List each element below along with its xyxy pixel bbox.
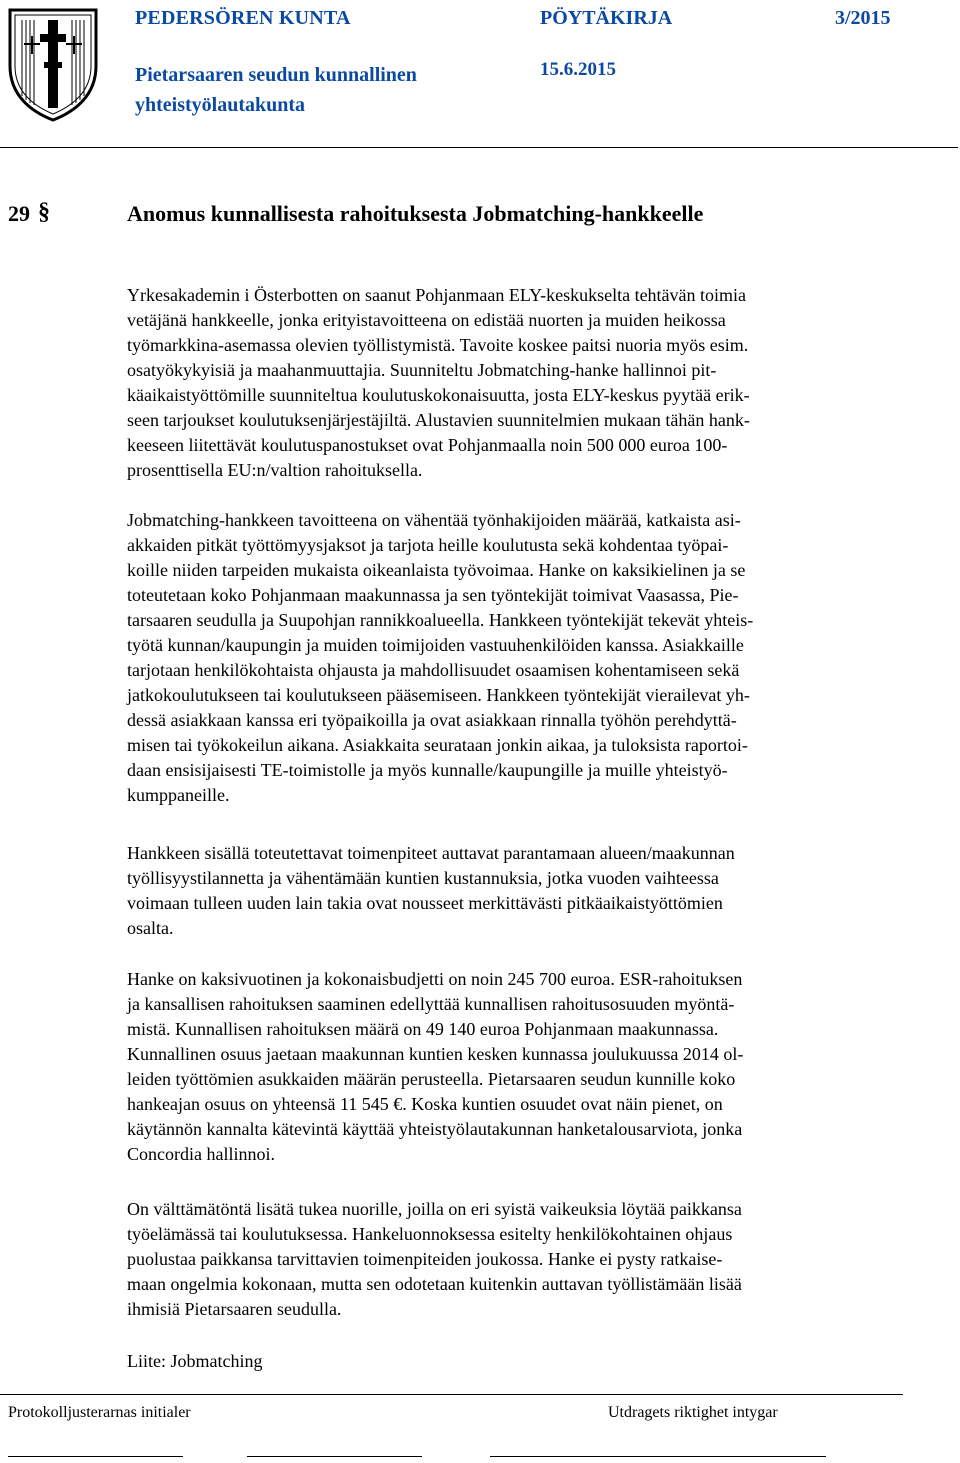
page-number: 3/2015 (835, 7, 891, 29)
text-line: tarsaaren seudulla ja Suupohjan rannikkoalueella. Hankkeen työntekijät tekevät yhteis- (127, 610, 754, 630)
text-line: dessä asiakkaan kanssa eri työpaikoilla ja ovat asiakkaan rinnalla työhön perehdyttä- (127, 710, 737, 730)
text-line: puolustaa paikkansa tarvittavien toimenpiteiden joukossa. Hanke ei pysty ratkaise- (127, 1249, 723, 1269)
paragraph-impact (127, 841, 877, 941)
text-line: osatyökykyisiä ja maahanmuuttajia. Suunniteltu Jobmatching-hanke hallinnoi pit- (127, 360, 717, 380)
organization-name: PEDERSÖREN KUNTA (135, 7, 351, 29)
text-line: kumppaneille. (127, 785, 230, 805)
footer-initials-label: Protokolljusterarnas initialer (8, 1404, 191, 1421)
text-line: maan ongelmia kokonaan, mutta sen odotetaan kuitenkin auttavan työllistämään lisää (127, 1274, 742, 1294)
attachment-label: Liite: Jobmatching (127, 1351, 263, 1371)
coat-of-arms-icon (4, 4, 102, 122)
attachment-reference (127, 1349, 877, 1374)
text-line: toteutetaan koko Pohjanmaan maakunnassa ja sen työntekijät toimivat Vaasassa, Pie- (127, 585, 739, 605)
text-line: työmarkkina-asemassa olevien työllistymistä. Tavoite koskee paitsi nuoria myös esim. (127, 335, 749, 355)
text-line: Hanke on kaksivuotinen ja kokonaisbudjetti on noin 245 700 euroa. ESR-rahoituksen (127, 969, 743, 989)
text-line: työelämässä tai koulutuksessa. Hankeluonnoksessa esitelty henkilökohtainen ohjaus (127, 1224, 733, 1244)
paragraph-conclusion (127, 1197, 877, 1322)
text-line: misen tai työkokeilun aikana. Asiakkaita seurataan jonkin aikaa, ja tuloksista raportoi- (127, 735, 748, 755)
text-line: seen tarjoukset koulutuksenjärjestäjiltä. Alustavien suunnitelmien mukaan tähän hank- (127, 410, 750, 430)
text-line: voimaan tulleen uuden lain takia ovat nousseet merkittävästi pitkäaikaistyöttömien (127, 893, 723, 913)
text-line: leiden työttömien asukkaiden määrän perusteella. Pietarsaaren seudun kunnille koko (127, 1069, 736, 1089)
initials-signature-line (8, 1456, 183, 1457)
text-line: vetäjänä hankkeelle, jonka erityistavoitteena on edistää nuorten ja muiden heikossa (127, 310, 726, 330)
text-line: ihmisiä Pietarsaaren seudulla. (127, 1299, 342, 1319)
paragraph-project-goals (127, 508, 877, 808)
text-line: ja kansallisen rahoituksen saaminen edellyttää kunnallisen rahoitusosuuden myöntä- (127, 994, 735, 1014)
committee-name-line-1: Pietarsaaren seudun kunnallinen (135, 64, 417, 86)
footer-divider (0, 1394, 903, 1395)
section-number: 29 (8, 201, 30, 226)
document-header (0, 0, 960, 150)
text-line: koille niiden tarpeiden mukaista oikeanlaista työvoimaa. Hanke on kaksikielinen ja se (127, 560, 746, 580)
meeting-date: 15.6.2015 (540, 59, 616, 80)
initials-signature-line (247, 1456, 422, 1457)
text-line: keeseen liitettävät koulutuspanostukset ovat Pohjanmaalla noin 500 000 euroa 100- (127, 435, 728, 455)
text-line: daan ensisijaisesti TE-toimistolle ja myös kunnalle/kaupungille ja muille yhteistyö- (127, 760, 728, 780)
footer-certification-label: Utdragets riktighet intygar (608, 1404, 778, 1421)
text-line: Yrkesakademin i Österbotten on saanut Pohjanmaan ELY-keskukselta tehtävän toimia (127, 285, 747, 305)
paragraph-budget (127, 967, 877, 1167)
text-line: Concordia hallinnoi. (127, 1144, 275, 1164)
text-line: käaikaistyöttömille suunniteltua koulutuskokonaisuutta, josta ELY-keskus pyytää erik- (127, 385, 750, 405)
text-line: akkaiden pitkät työttömyysjaksot ja tarjota heille koulutusta sekä kohdentaa työpai- (127, 535, 729, 555)
text-line: työtä kunnan/kaupungin ja muiden toimijoiden vastuuhenkilöiden kanssa. Asiakkaille (127, 635, 744, 655)
committee-name-line-2: yhteistyölautakunta (135, 94, 306, 116)
text-line: tarjotaan henkilökohtaista ohjausta ja mahdollisuudet osaamisen kohentamiseen sekä (127, 660, 740, 680)
section-title: Anomus kunnallisesta rahoituksesta Jobmatching-hankkeelle (127, 201, 704, 226)
text-line: käytännön kannalta kätevintä käyttää yhteistyölautakunnan hanketalousarviota, jonka (127, 1119, 743, 1139)
paragraph-background (127, 283, 877, 483)
certification-signature-line (490, 1456, 826, 1457)
text-line: prosenttisella EU:n/valtion rahoituksella. (127, 460, 423, 480)
text-line: On välttämätöntä lisätä tukea nuorille, joilla on eri syistä vaikeuksia löytää paikkansa (127, 1199, 742, 1219)
text-line: Hankkeen sisällä toteutettavat toimenpiteet auttavat parantamaan alueen/maakunnan (127, 843, 735, 863)
text-line: osalta. (127, 918, 174, 938)
section-sign: § (38, 199, 50, 225)
text-line: jatkokoulutukseen tai koulutukseen pääsemiseen. Hankkeen työntekijät vierailevat yh- (127, 685, 750, 705)
committee-name (135, 60, 417, 120)
text-line: Jobmatching-hankkeen tavoitteena on vähentää työnhakijoiden määrää, katkaista asi- (127, 510, 741, 530)
document-type: PÖYTÄKIRJA (540, 7, 673, 29)
header-divider (0, 147, 958, 148)
text-line: hankeajan osuus on yhteensä 11 545 €. Koska kuntien osuudet ovat näin pienet, on (127, 1094, 723, 1114)
text-line: mistä. Kunnallisen rahoituksen määrä on 49 140 euroa Pohjanmaan maakunnassa. (127, 1019, 719, 1039)
text-line: työllisyystilannetta ja vähentämään kuntien kustannuksia, jotka vuoden vaihteessa (127, 868, 719, 888)
text-line: Kunnallinen osuus jaetaan maakunnan kuntien kesken kunnassa joulukuussa 2014 ol- (127, 1044, 744, 1064)
